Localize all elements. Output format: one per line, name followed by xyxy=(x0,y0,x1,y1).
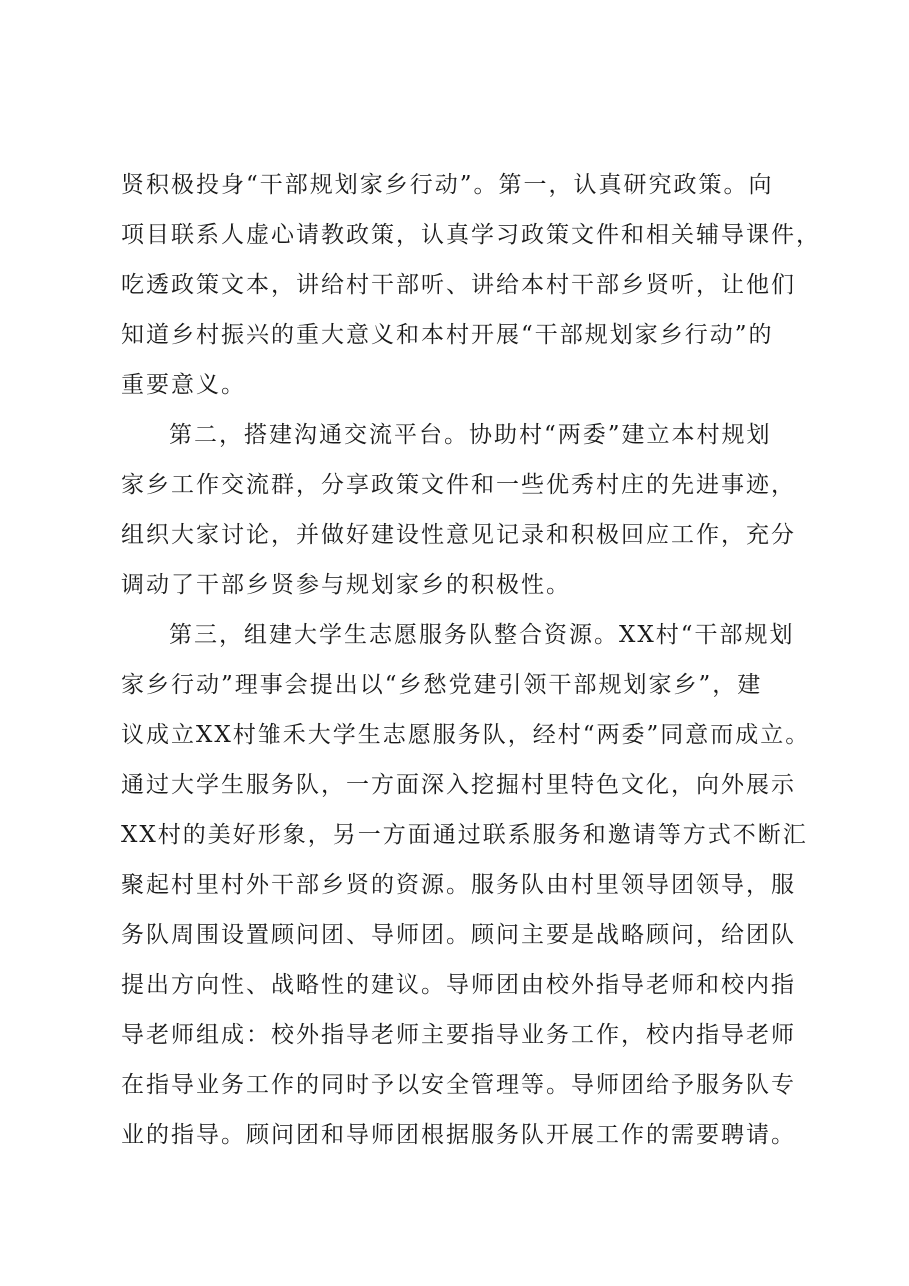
text-line: 家乡行动”理事会提出以“乡愁党建引领干部规划家乡”，建 xyxy=(121,672,763,698)
text-line: 在指导业务工作的同时予以安全管理等。导师团给予服务队专 xyxy=(121,1072,796,1098)
paragraph-2 xyxy=(121,410,821,610)
text-line: 聚起村里村外干部乡贤的资源。服务队由村里领导团领导，服 xyxy=(121,872,796,898)
text-line: 项目联系人虚心请教政策，认真学习政策文件和相关辅导课件， xyxy=(121,222,821,248)
text-line: 家乡工作交流群，分享政策文件和一些优秀村庄的先进事迹， xyxy=(121,472,796,498)
document-body xyxy=(121,160,821,1160)
text-line: 第二，搭建沟通交流平台。协助村“两委”建立本村规划 xyxy=(169,422,772,448)
text-line: 调动了干部乡贤参与规划家乡的积极性。 xyxy=(121,572,571,598)
text-line: 议成立XX村雏禾大学生志愿服务队，经村“两委”同意而成立。 xyxy=(121,722,811,748)
text-line: XX村的美好形象，另一方面通过联系服务和邀请等方式不断汇 xyxy=(121,822,808,848)
text-line: 组织大家讨论，并做好建设性意见记录和积极回应工作，充分 xyxy=(121,522,796,548)
text-line: 提出方向性、战略性的建议。导师团由校外指导老师和校内指 xyxy=(121,972,796,998)
paragraph-1 xyxy=(121,160,821,410)
text-line: 贤积极投身“干部规划家乡行动”。第一，认真研究政策。向 xyxy=(121,172,774,198)
text-line: 重要意义。 xyxy=(121,372,246,398)
paragraph-3 xyxy=(121,610,821,1160)
text-line: 业的指导。顾问团和导师团根据服务队开展工作的需要聘请。 xyxy=(121,1122,796,1148)
text-line: 知道乡村振兴的重大意义和本村开展“干部规划家乡行动”的 xyxy=(121,322,774,348)
text-line: 第三，组建大学生志愿服务队整合资源。XX村“干部规划 xyxy=(169,622,795,648)
text-line: 务队周围设置顾问团、导师团。顾问主要是战略顾问，给团队 xyxy=(121,922,796,948)
text-line: 吃透政策文本，讲给村干部听、讲给本村干部乡贤听，让他们 xyxy=(121,272,796,298)
text-line: 通过大学生服务队，一方面深入挖掘村里特色文化，向外展示 xyxy=(121,772,796,798)
text-line: 导老师组成：校外指导老师主要指导业务工作，校内指导老师 xyxy=(121,1022,796,1048)
